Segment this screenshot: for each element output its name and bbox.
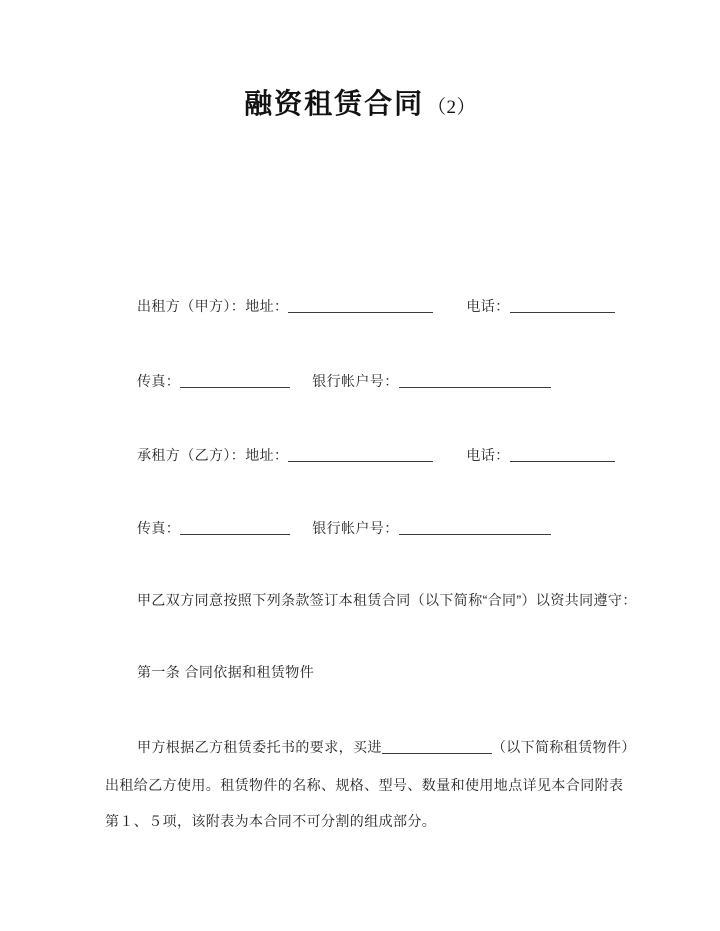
party-a-phone-label: 电话： xyxy=(466,298,510,314)
party-a-line xyxy=(137,298,615,314)
intro-paragraph-text: 甲乙双方同意按照下列条款签订本租赁合同（以下简称“合同”）以资共同遵守： xyxy=(137,592,637,608)
party-b-address-blank xyxy=(288,449,433,462)
article-1-body-line-1 xyxy=(137,739,636,755)
article-1-body-line-2 xyxy=(105,777,623,793)
document-title xyxy=(0,82,720,122)
party-a-fax-label: 传真： xyxy=(137,373,181,389)
party-b-bank-blank xyxy=(399,522,551,535)
party-a-bank-label: 银行帐户号： xyxy=(312,373,399,389)
party-b-fax-line xyxy=(137,520,551,536)
party-b-fax-label: 传真： xyxy=(137,520,181,536)
party-a-fax-line xyxy=(137,373,551,389)
article-1-body-line-3 xyxy=(105,813,436,829)
article-1-body-line-2-text: 出租给乙方使用。租赁物件的名称、规格、型号、数量和使用地点详见本合同附表 xyxy=(105,777,624,793)
purchase-item-blank xyxy=(382,741,492,754)
title-text: 融资租赁合同 xyxy=(244,88,425,119)
party-a-fax-blank xyxy=(180,375,290,388)
party-a-phone-blank xyxy=(510,300,615,313)
article-1-text-after-blank: （以下简称租赁物件） xyxy=(491,739,636,755)
party-a-address-blank xyxy=(288,300,433,313)
party-b-fax-blank xyxy=(180,522,290,535)
article-1-heading-text: 第一条 合同依据和租赁物件 xyxy=(137,664,315,680)
article-1-body-line-3-text: 第１、５项，该附表为本合同不可分割的组成部分。 xyxy=(105,813,437,829)
party-b-address-label: 承租方（乙方）：地址： xyxy=(137,447,289,463)
article-1-heading xyxy=(137,664,314,680)
party-b-phone-label: 电话： xyxy=(466,447,510,463)
party-b-line xyxy=(137,447,615,463)
intro-paragraph xyxy=(137,592,637,608)
party-b-bank-label: 银行帐户号： xyxy=(312,520,399,536)
party-a-address-label: 出租方（甲方）：地址： xyxy=(137,298,289,314)
title-suffix: （2） xyxy=(427,97,476,118)
party-b-phone-blank xyxy=(510,449,615,462)
article-1-text-before-blank: 甲方根据乙方租赁委托书的要求，买进 xyxy=(137,739,382,755)
party-a-bank-blank xyxy=(399,375,551,388)
